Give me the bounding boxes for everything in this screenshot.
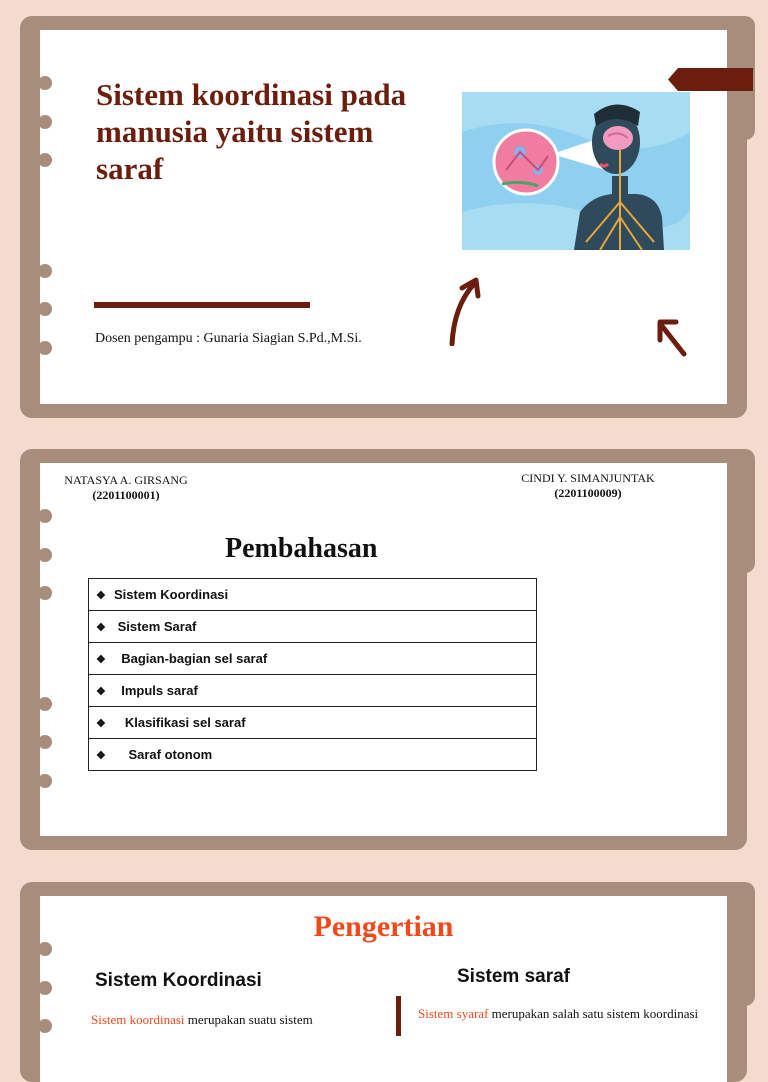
flag-shape xyxy=(668,68,753,91)
diamond-bullet-icon: ❖ xyxy=(96,718,106,730)
binder-dot xyxy=(38,115,52,129)
contents-item: Klasifikasi sel saraf xyxy=(124,715,246,730)
binder-dot xyxy=(38,341,52,355)
author-nim: (2201100001) xyxy=(92,488,160,502)
slide-paper xyxy=(40,463,727,836)
slide-tab xyxy=(731,882,755,1006)
highlight-term: Sistem syaraf xyxy=(418,1006,489,1021)
contents-item: Sistem Saraf xyxy=(117,619,197,634)
binder-dot xyxy=(38,586,52,600)
binder-dot xyxy=(38,1019,52,1033)
diamond-bullet-icon: ❖ xyxy=(96,750,106,762)
arrow-up-left-icon xyxy=(654,316,690,358)
lecturer-text: Dosen pengampu : Gunaria Siagian S.Pd.,M.Si. xyxy=(95,331,362,346)
subheading-koordinasi: Sistem Koordinasi xyxy=(95,970,262,991)
contents-heading: Pembahasan xyxy=(225,533,378,564)
definition-koordinasi xyxy=(91,1012,376,1028)
contents-item: Saraf otonom xyxy=(128,747,213,762)
binder-dot xyxy=(38,774,52,788)
binder-dot xyxy=(38,264,52,278)
binder-dot xyxy=(38,302,52,316)
binder-dot xyxy=(38,153,52,167)
definitions-heading: Pengertian xyxy=(313,910,454,943)
author-left xyxy=(64,473,188,503)
table-row xyxy=(89,739,537,771)
table-row xyxy=(89,707,537,739)
diamond-bullet-icon: ❖ xyxy=(96,622,106,634)
diamond-bullet-icon: ❖ xyxy=(96,686,106,698)
definition-saraf xyxy=(418,1006,718,1022)
slide-definitions xyxy=(20,882,747,1082)
slide-title xyxy=(20,16,747,418)
author-right xyxy=(518,471,658,501)
author-nim: (2201100009) xyxy=(554,486,622,500)
arrow-up-icon xyxy=(444,276,488,346)
nervous-system-illustration xyxy=(462,92,690,250)
definition-text: merupakan salah satu sistem koordinasi xyxy=(488,1006,699,1021)
subheading-saraf: Sistem saraf xyxy=(457,966,571,987)
diamond-bullet-icon: ❖ xyxy=(96,654,106,666)
binder-dot xyxy=(38,76,52,90)
column-divider xyxy=(396,996,401,1036)
highlight-term: Sistem koordinasi xyxy=(91,1012,185,1027)
binder-dot xyxy=(38,981,52,995)
diamond-bullet-icon: ❖ xyxy=(96,590,106,602)
contents-table xyxy=(88,578,537,771)
binder-dot xyxy=(38,509,52,523)
table-row xyxy=(89,579,537,611)
binder-dot xyxy=(38,548,52,562)
binder-dot xyxy=(38,735,52,749)
binder-dot xyxy=(38,697,52,711)
contents-item: Sistem Koordinasi xyxy=(114,587,229,602)
contents-item: Impuls saraf xyxy=(121,683,198,698)
author-name: NATASYA A. GIRSANG xyxy=(64,473,188,487)
table-row xyxy=(89,643,537,675)
contents-item: Bagian-bagian sel saraf xyxy=(121,651,268,666)
slide-title-text: Sistem koordinasi pada manusia yaitu sistem saraf xyxy=(96,77,407,186)
slide-tab xyxy=(731,449,755,573)
slide-contents xyxy=(20,449,747,850)
title-underline xyxy=(94,302,310,308)
table-row xyxy=(89,611,537,643)
table-row xyxy=(89,675,537,707)
slide-paper xyxy=(40,896,727,1082)
binder-dot xyxy=(38,942,52,956)
slide-paper xyxy=(40,30,727,404)
author-name: CINDI Y. SIMANJUNTAK xyxy=(521,471,655,485)
definition-text: merupakan suatu sistem xyxy=(184,1012,313,1027)
